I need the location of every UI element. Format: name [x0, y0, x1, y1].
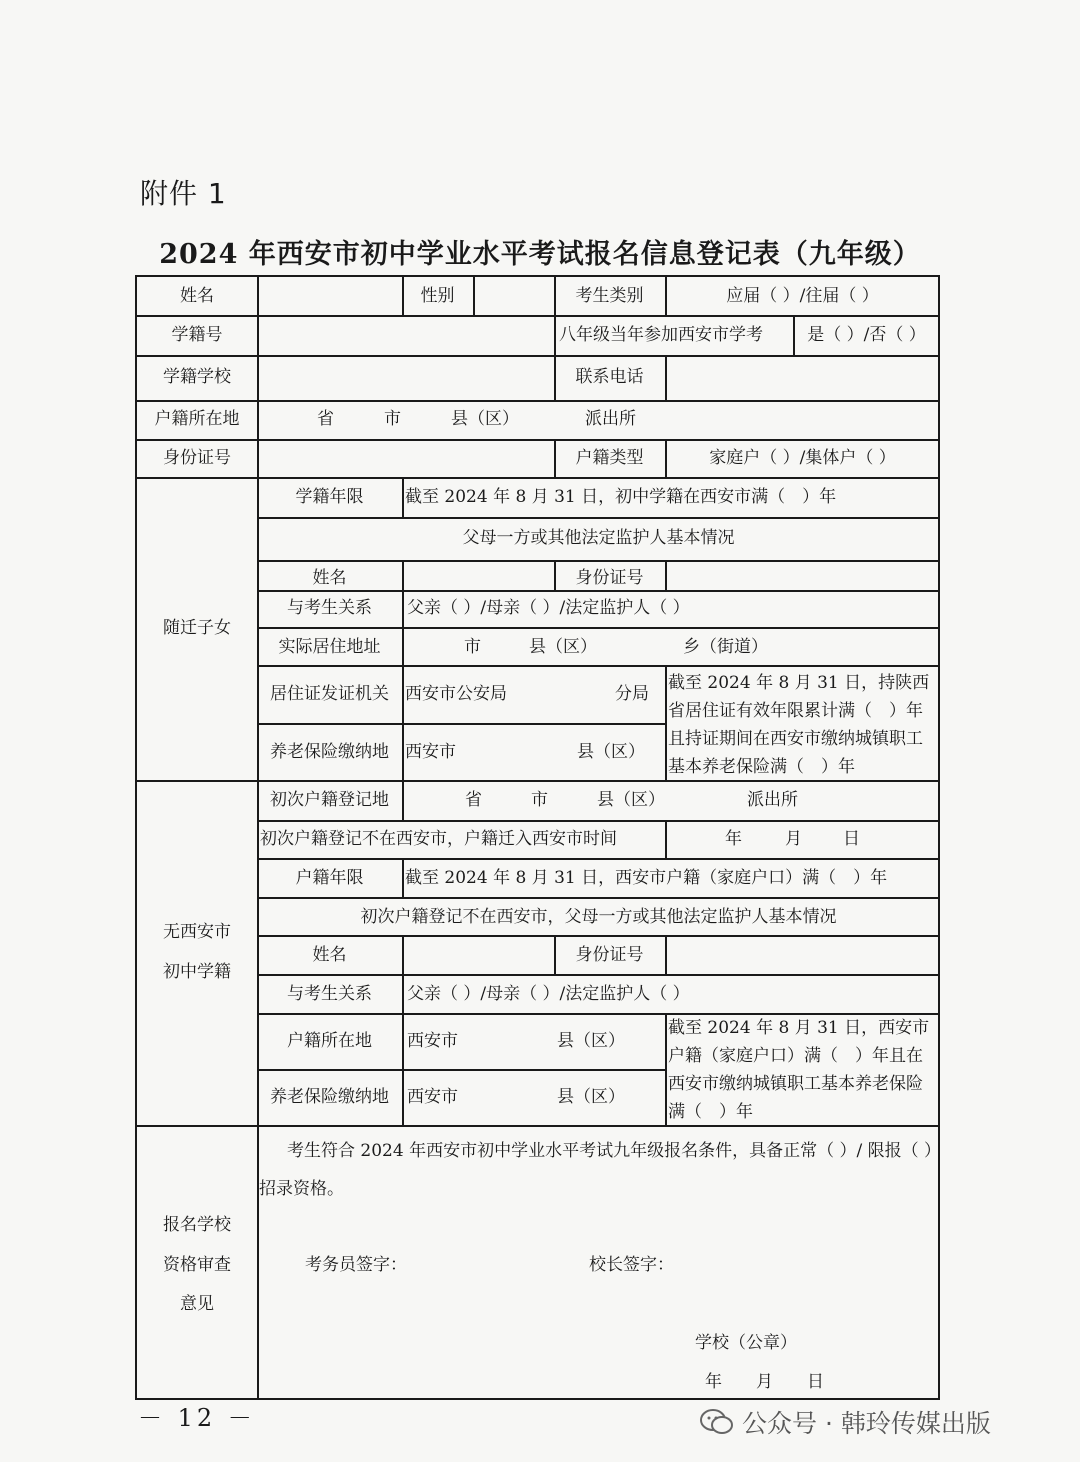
nonxian-hukou-term-value: 截至 2024 年 8 月 31 日，西安市户籍（家庭户口）满（ ）年 [405, 868, 888, 888]
nonxian-pension-label: 养老保险缴纳地 [270, 1087, 389, 1107]
migrant-relation-value: 父亲（ ）/母亲（ ）/法定监护人（ ） [407, 598, 690, 618]
student-id-label: 学籍号 [171, 325, 223, 345]
migrant-pension-county: 县（区） [577, 742, 645, 762]
nonxian-transfer-label: 初次户籍登记不在西安市，户籍迁入西安市时间 [260, 829, 617, 849]
nonxian-guardian-heading: 初次户籍登记不在西安市，父母一方或其他法定监护人基本情况 [360, 907, 837, 927]
migrant-guardian-heading: 父母一方或其他法定监护人基本情况 [462, 528, 735, 548]
hukou-city: 市 [384, 409, 401, 429]
migrant-section-label: 随迁子女 [163, 618, 231, 638]
id-label: 身份证号 [163, 448, 231, 468]
nonxian-hukou-label: 户籍所在地 [287, 1031, 372, 1051]
migrant-permit-note: 截至 2024 年 8 月 31 日，持陕西省居住证有效年限累计满（ ）年且持证期间在西安市缴纳城镇职工基本养老保险满（ ）年 [668, 673, 930, 777]
hukou-type-value: 家庭户（ ）/集体户（ ） [709, 448, 896, 468]
nonxian-section-label-1: 无西安市 [163, 922, 231, 942]
migrant-pension-label: 养老保险缴纳地 [270, 742, 389, 762]
migrant-address-label: 实际居住地址 [278, 637, 381, 657]
nonxian-hukou-county: 县（区） [557, 1031, 625, 1051]
nonxian-transfer-month: 月 [785, 829, 802, 849]
migrant-address-town: 乡（街道） [683, 637, 768, 657]
school-label: 学籍学校 [163, 367, 231, 387]
migrant-term-label: 学籍年限 [295, 487, 364, 507]
review-date: 年 月 日 [705, 1372, 824, 1392]
migrant-permit-label: 居住证发证机关 [270, 684, 389, 704]
school-seal-label: 学校（公章） [695, 1333, 797, 1353]
hukou-province: 省 [317, 409, 334, 429]
name-label: 姓名 [180, 286, 214, 306]
category-value: 应届（ ）/往届（ ） [726, 286, 879, 306]
review-statement: 考生符合 2024 年西安市初中学业水平考试九年级报名条件，具备正常（ ）/ 限报（ ）招录资格。 [259, 1141, 933, 1199]
grade8-value: 是（ ）/否（ ） [807, 325, 926, 345]
wechat-icon [700, 1408, 734, 1436]
nonxian-guardian-id-label: 身份证号 [575, 945, 644, 965]
nonxian-hukou-city: 西安市 [407, 1031, 458, 1051]
clerk-signature-label: 考务员签字： [305, 1255, 407, 1275]
nonxian-pension-city: 西安市 [407, 1087, 458, 1107]
nonxian-first-reg-province: 省 [465, 790, 482, 810]
nonxian-guardian-name-label: 姓名 [312, 945, 347, 965]
migrant-relation-label: 与考生关系 [287, 598, 372, 618]
review-label-2: 资格审查 [163, 1255, 231, 1275]
attachment-label: 附件 1 [140, 177, 227, 210]
hukou-county: 县（区） [451, 409, 519, 429]
migrant-address-county: 县（区） [529, 637, 597, 657]
nonxian-first-reg-station: 派出所 [747, 790, 798, 810]
nonxian-section-label-2: 初中学籍 [163, 962, 231, 982]
nonxian-first-reg-city: 市 [531, 790, 548, 810]
migrant-permit-org: 西安市公安局 [405, 684, 507, 704]
nonxian-pension-county: 县（区） [557, 1087, 625, 1107]
watermark [700, 1404, 991, 1440]
phone-label: 联系电话 [575, 367, 644, 387]
nonxian-note: 截至 2024 年 8 月 31 日，西安市户籍（家庭户口）满（ ）年且在西安市缴纳城镇职工基本养老保险满（ ）年 [668, 1018, 930, 1122]
migrant-address-city: 市 [464, 637, 481, 657]
hukou-station: 派出所 [585, 409, 636, 429]
category-label: 考生类别 [575, 286, 644, 306]
grade8-label: 八年级当年参加西安市学考 [559, 325, 763, 345]
nonxian-first-reg-county: 县（区） [597, 790, 665, 810]
nonxian-relation-value: 父亲（ ）/母亲（ ）/法定监护人（ ） [407, 984, 690, 1004]
migrant-permit-branch: 分局 [615, 684, 649, 704]
migrant-term-value: 截至 2024 年 8 月 31 日，初中学籍在西安市满（ ）年 [405, 487, 837, 507]
migrant-guardian-name-label: 姓名 [312, 568, 347, 588]
page-number: － 12 － [138, 1404, 256, 1432]
migrant-guardian-id-label: 身份证号 [575, 568, 644, 588]
review-label-3: 意见 [180, 1294, 214, 1314]
gender-label: 性别 [420, 286, 455, 306]
review-label-1: 报名学校 [163, 1215, 231, 1235]
hukou-label: 户籍所在地 [154, 409, 240, 429]
nonxian-first-reg-label: 初次户籍登记地 [270, 790, 389, 810]
nonxian-relation-label: 与考生关系 [287, 984, 372, 1004]
registration-form [135, 275, 940, 1400]
migrant-pension-city: 西安市 [405, 742, 456, 762]
nonxian-transfer-year: 年 [725, 829, 742, 849]
watermark-text: 公众号 · 韩玲传媒出版 [742, 1409, 991, 1438]
nonxian-hukou-term-label: 户籍年限 [295, 868, 364, 888]
form-title: 2024 年西安市初中学业水平考试报名信息登记表（九年级） [159, 239, 921, 270]
principal-signature-label: 校长签字： [589, 1255, 674, 1275]
nonxian-transfer-day: 日 [843, 829, 860, 849]
hukou-type-label: 户籍类型 [575, 448, 644, 468]
